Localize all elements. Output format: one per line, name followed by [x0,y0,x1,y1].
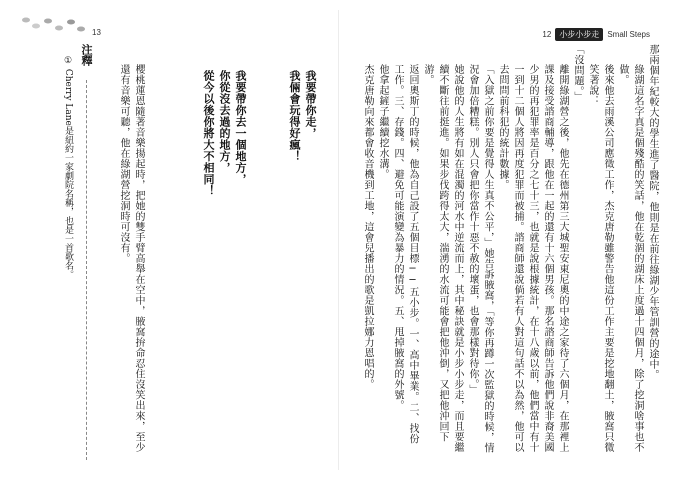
left-page-number: 13 [92,28,101,37]
footnote-1: ① Cherry Lane是紐約一家劇院名稱，也是一首歌名。 [63,56,73,279]
paragraph: 「沒問題。」 [572,44,583,102]
series-title: Small Steps [607,30,650,39]
paragraph: 離開綠湖營之後，他先在德州第三大城聖安東尼奧的中途之家待了六個月，在那裡上課及接受諮商輔導，跟他在一起的還有十六個男孩。那名諮商師告訴他們說非裔美國少男的再犯罪率是百分之七十三，也就是說根據統計，在十八歲以前，他們當中有十一到十二個人將因再度犯罪而被捕。諮商師還說倘若有人對這句話不以為然，他可以去問問前科犯的統計數據。 [497,64,568,453]
paragraph: 她說他的人生將有如在混濁的河水中逆流而上，其中秘訣就是小步小步走，而且要繼續不斷往前挺進。如果步伐跨得太大，湍湧的水流可能會把他沖倒，又把他沖回下游。 [422,64,463,453]
paragraph: 返回奧斯丁的時候，他為自己設了五個目標──五小步。一、高中畢業。二、找份工作。三、存錢。四、避免可能演變為暴力的情況。五、甩掉腋窩的外號。 [392,64,418,444]
gutter [338,10,339,470]
paragraph: 「入獄之前你要是覺得人生真不公平，」她告訴腋窩，「等你再蹲一次監獄的時候，情況會加倍糟糕。別人只會把你當作十惡不赦的壞蛋，也會那樣對待你。」 [467,64,493,453]
right-page-body [353,44,660,454]
notes-title: 注釋 [80,44,92,66]
lyric-line: 我倆會玩得好瘋！ [288,70,301,162]
lyric-line: 我要帶你去一個地方， [234,70,247,185]
left-page-body [100,44,146,454]
paragraph: 櫻桃蓮恩隨著音樂揚起時，把她的雙手臂高舉在空中，腋窩拚命忍住沒笑出來，至少還有音樂可聽，他在綠湖營挖洞時可沒有。 [118,64,144,453]
lyric-line: 你從沒去過的地方， [218,70,231,174]
running-header [542,28,650,41]
notes-divider [86,80,87,460]
paragraph: 後來他去雨溪公司應徵工作，杰克唐勒雖警告他這份工作主要是挖地翻土，腋窩只微笑著說： [587,64,613,453]
paragraph: 他拿起鏟子繼續挖水溝。 [377,64,388,180]
right-page-number: 12 [542,30,552,39]
paragraph: 杰克唐勒向來都會收音機到工地，這會兒播出的歌是凱拉娜力恩唱的。 [362,64,373,390]
paragraph: 那兩個年紀較大的學生進了醫院，他則是在前往綠湖少年管訓營的途中。 [647,44,658,380]
footsteps-icon [18,12,88,40]
song-lyrics-1 [268,70,318,230]
song-lyrics-2 [152,70,248,270]
series-badge: 小步小步走 [555,28,603,41]
lyric-line: 從今以後你將大不相同！ [202,70,215,197]
paragraph: 綠湖這名字真是個殘酷的笑話，他在乾涸的湖床上度過十四個月，除了挖洞啥事也不做。 [617,64,643,453]
lyric-line: 我要帶你走， [304,70,317,139]
